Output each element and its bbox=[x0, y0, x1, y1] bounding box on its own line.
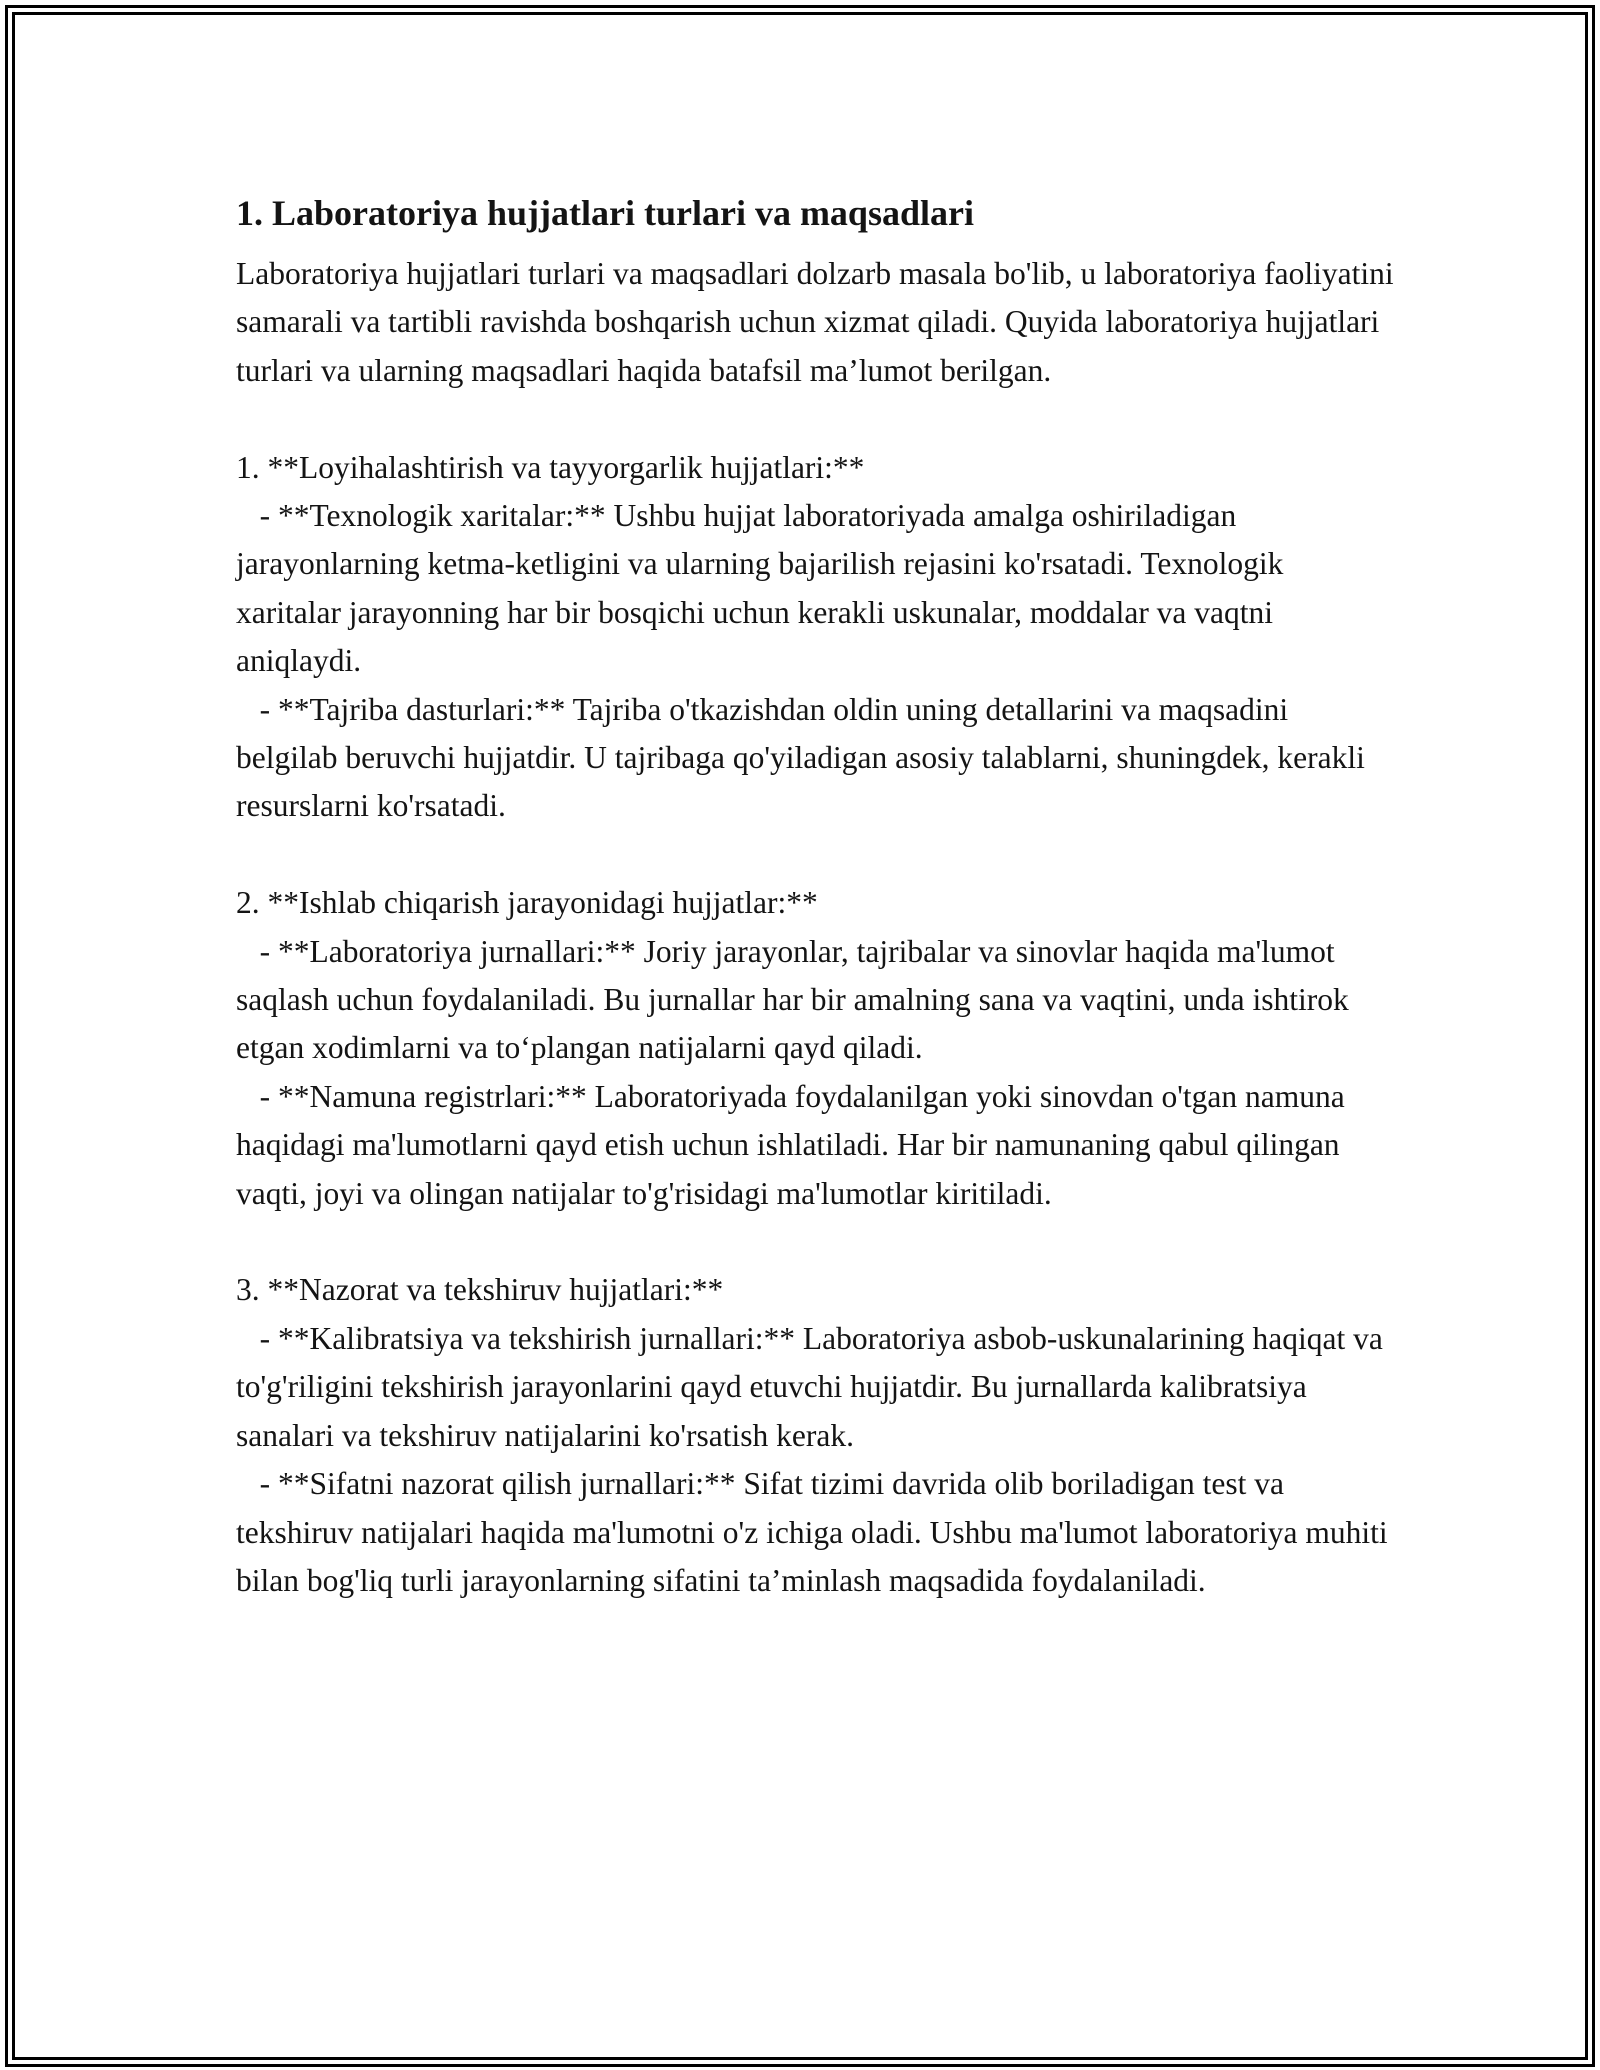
indent-space bbox=[236, 1079, 260, 1114]
indent-space bbox=[236, 1321, 260, 1356]
section-1-title: 1. **Loyihalashtirish va tayyorgarlik hujjatlari:** bbox=[236, 449, 865, 485]
paragraph-gap bbox=[236, 395, 1396, 443]
paragraph-gap bbox=[236, 831, 1396, 879]
section-3-item-2-text: - **Sifatni nazorat qilish jurnallari:** Sifat tizimi davrida olib boriladigan test va tekshiruv natijalari haqida ma'lumotni o'z ichiga oladi. Ushbu ma'lumot laboratoriya muhiti bilan bog'liq turli jarayonlarning sifatini ta’minlash maqsadida foydalaniladi. bbox=[236, 1466, 1388, 1598]
section-heading: 1. Laboratoriya hujjatlari turlari va maqsadlari bbox=[236, 193, 974, 233]
section-2-title: 2. **Ishlab chiqarish jarayonidagi hujjatlar:** bbox=[236, 885, 818, 921]
section-3-item-2 bbox=[236, 1460, 1396, 1605]
section-1-item-1 bbox=[236, 492, 1396, 686]
section-1-item-2-text: - **Tajriba dasturlari:** Tajriba o'tkazishdan oldin uning detallarini va maqsadini belgilab beruvchi hujjatdir. U tajribaga qo'yiladigan asosiy talablarni, shuningdek, kerakli resurslarni ko'rsatadi. bbox=[236, 691, 1365, 824]
indent-space bbox=[236, 692, 260, 727]
section-2-item-2 bbox=[236, 1073, 1396, 1218]
paragraph-gap bbox=[236, 1218, 1396, 1266]
intro-paragraph: Laboratoriya hujjatlari turlari va maqsadlari dolzarb masala bo'lib, u laboratoriya faoliyatini samarali va tartibli ravishda boshqarish uchun xizmat qiladi. Quyida laboratoriya hujjatlari turlari va ularning maqsadlari haqida batafsil ma’lumot berilgan. bbox=[236, 256, 1394, 388]
indent-space bbox=[236, 498, 260, 533]
section-2-item-1-text: - **Laboratoriya jurnallari:** Joriy jarayonlar, tajribalar va sinovlar haqida ma'lumot saqlash uchun foydalaniladi. Bu jurnallar har bir amalning sana va vaqtini, unda ishtirok etgan xodimlarni va to‘plangan natijalarni qayd qiladi. bbox=[236, 933, 1349, 1066]
indent-space bbox=[236, 934, 260, 969]
section-2-item-1 bbox=[236, 928, 1396, 1073]
indent-space bbox=[236, 1466, 260, 1501]
document-body bbox=[236, 186, 1396, 1605]
section-3-item-1 bbox=[236, 1315, 1396, 1460]
section-3-item-1-text: - **Kalibratsiya va tekshirish jurnallari:** Laboratoriya asbob-uskunalarining haqiqat va to'g'riligini tekshirish jarayonlarini qayd etuvchi hujjatdir. Bu jurnallarda kalibratsiya sanalari va tekshiruv natijalarini ko'rsatish kerak. bbox=[236, 1320, 1383, 1453]
section-1-item-1-text: - **Texnologik xaritalar:** Ushbu hujjat laboratoriyada amalga oshiriladigan jarayonlarning ketma-ketligini va ularning bajarilish rejasini ko'rsatadi. Texnologik xaritalar jarayonning har bir bosqichi uchun kerakli uskunalar, moddalar va vaqtni aniqlaydi. bbox=[236, 498, 1284, 679]
section-3-title: 3. **Nazorat va tekshiruv hujjatlari:** bbox=[236, 1272, 724, 1308]
section-1-item-2 bbox=[236, 686, 1396, 831]
section-2-item-2-text: - **Namuna registrlari:** Laboratoriyada foydalanilgan yoki sinovdan o'tgan namuna haqidagi ma'lumotlarni qayd etish uchun ishlatiladi. Har bir namunaning qabul qilingan vaqti, joyi va olingan natijalar to'g'risidagi ma'lumotlar kiritiladi. bbox=[236, 1078, 1345, 1211]
